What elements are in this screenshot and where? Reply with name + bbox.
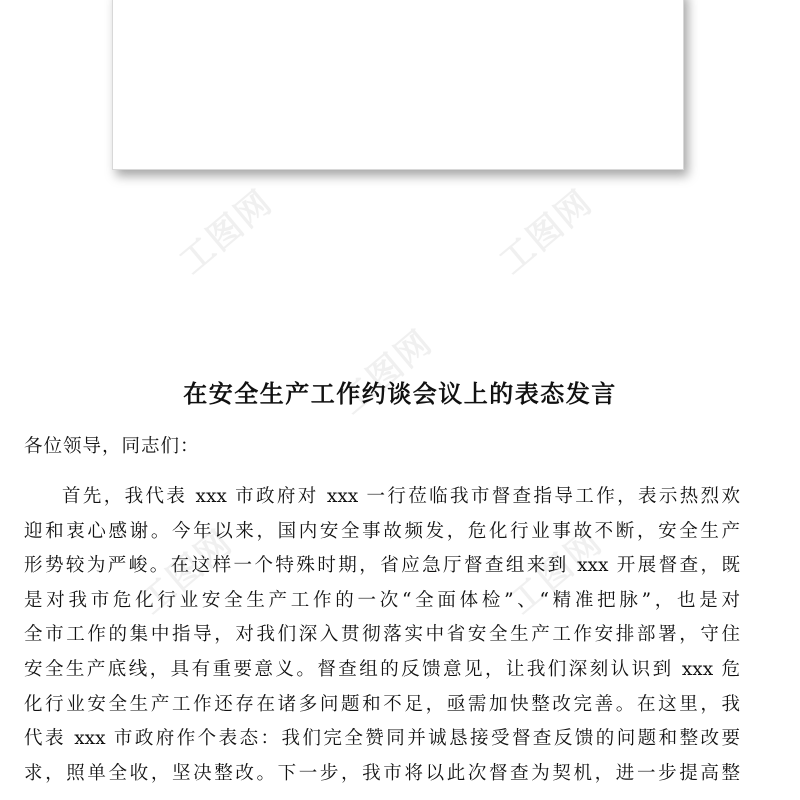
body-paragraph — [24, 480, 740, 791]
watermark: 工图网 — [132, 522, 241, 623]
watermark: 工图网 — [172, 182, 281, 283]
body-line: 代表 xxx 市政府作个表态：我们完全赞同并诚恳接受督查反馈的问题和整改要 — [24, 728, 740, 750]
cover-thumbnail-card — [112, 0, 684, 170]
body-line: 形势较为严峻。在这样一个特殊时期，省应急厅督查组来到 xxx 开展督查，既 — [24, 555, 740, 577]
body-line: 全市工作的集中指导，对我们深入贯彻落实中省安全生产工作安排部署，守住 — [24, 624, 740, 646]
watermark: 工图网 — [332, 322, 441, 423]
body-line: 求，照单全收，坚决整改。下一步，我市将以此次督查为契机，进一步提高整 — [24, 762, 740, 784]
body-line: 迎和衷心感谢。今年以来，国内安全事故频发，危化行业事故不断，安全生产 — [24, 520, 740, 542]
body-line: 首先，我代表 xxx 市政府对 xxx 一行莅临我市督查指导工作，表示热烈欢 — [62, 486, 740, 507]
watermark: 工图网 — [502, 522, 611, 623]
document-title: 在安全生产工作约谈会议上的表态发言 — [183, 379, 617, 408]
body-line: 安全生产底线，具有重要意义。督查组的反馈意见，让我们深刻认识到 xxx 危 — [24, 658, 740, 680]
body-line: 化行业安全生产工作还存在诸多问题和不足，亟需加快整改完善。在这里，我 — [24, 693, 740, 715]
salutation: 各位领导，同志们： — [24, 436, 200, 457]
watermark: 工图网 — [492, 182, 601, 283]
body-line: 是对我市危化行业安全生产工作的一次“全面体检”、“精准把脉”，也是对 — [24, 589, 740, 611]
